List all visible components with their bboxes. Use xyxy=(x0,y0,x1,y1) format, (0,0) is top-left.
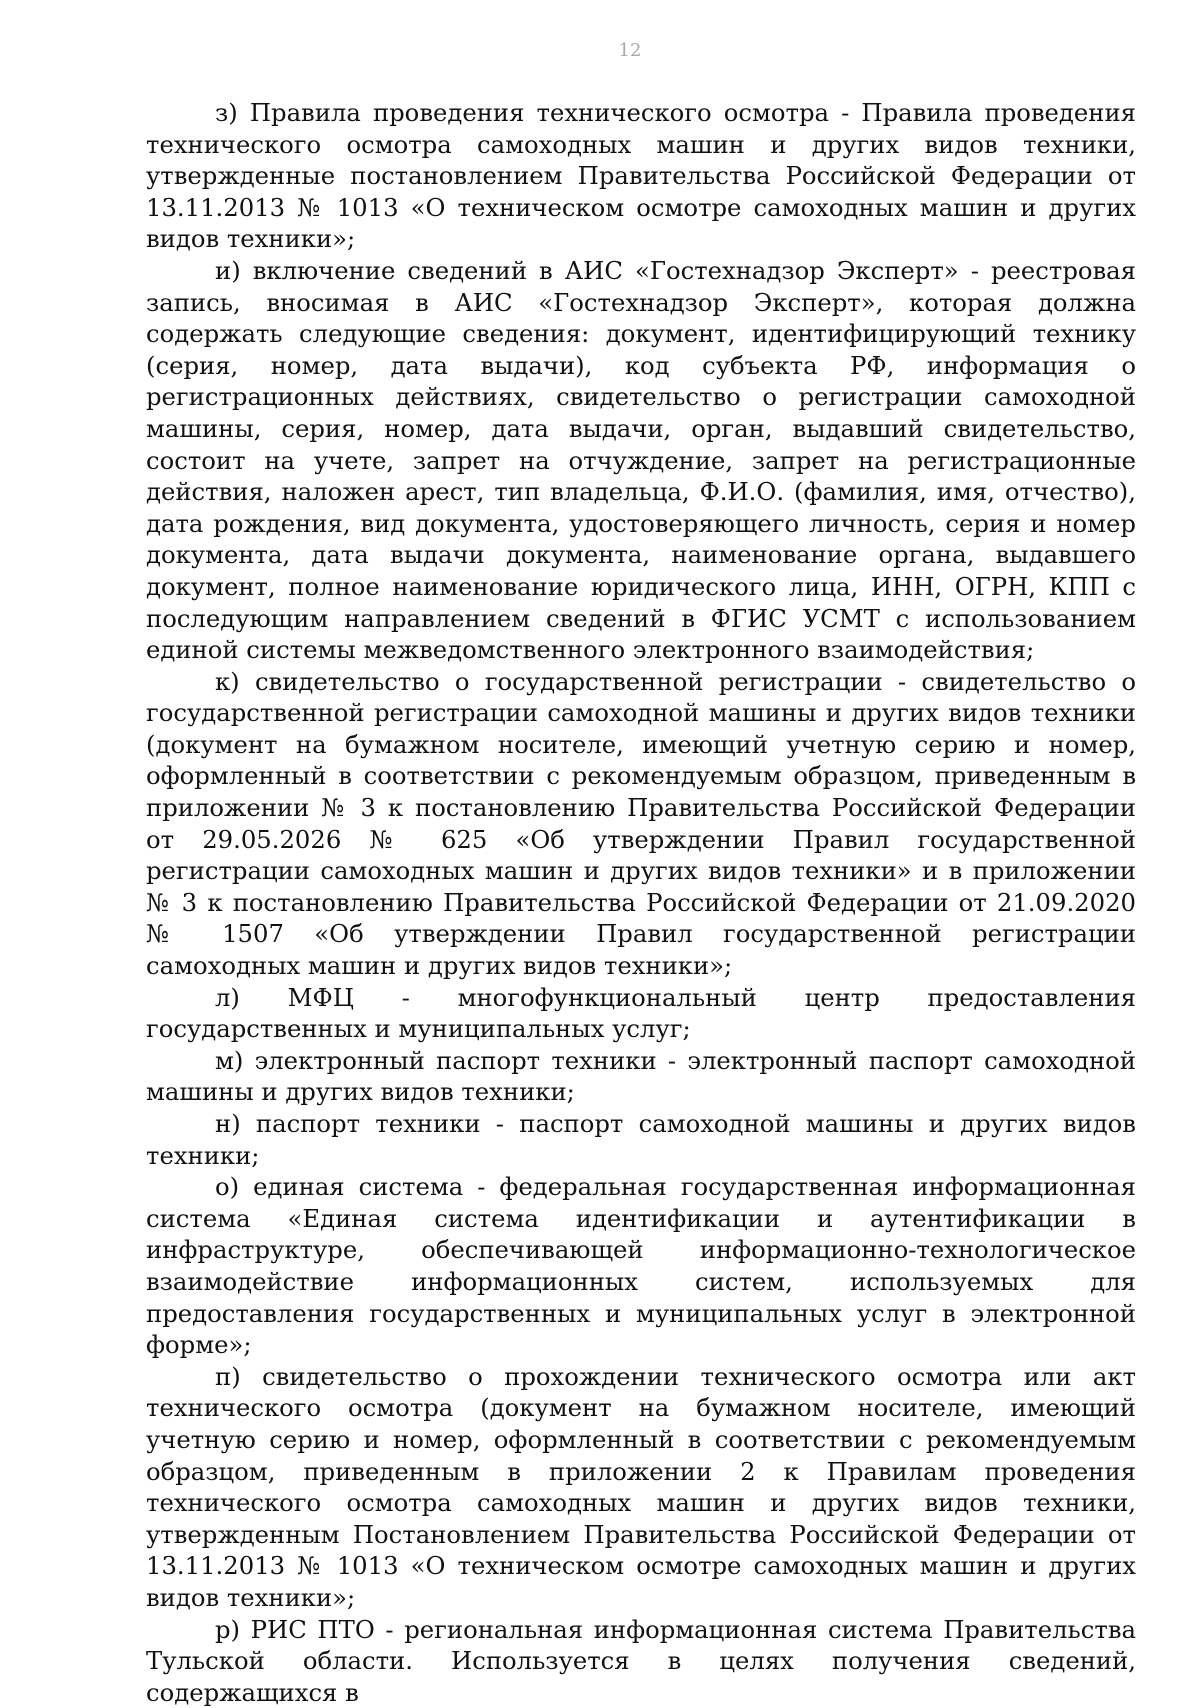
paragraph-l: л) МФЦ - многофункциональный центр предоставления государственных и муниципальных услуг; xyxy=(146,982,1136,1045)
document-body xyxy=(146,97,1136,1708)
paragraph-i: и) включение сведений в АИС «Гостехнадзор Эксперт» - реестровая запись, вносимая в АИС «Гостехнадзор Эксперт», которая должна содержать следующие сведения: документ, идентифицирующий технику (серия, номер, дата выдачи), код субъекта РФ, информация о регистрационных действиях, свидетельство о регистрации самоходной машины, серия, номер, дата выдачи, орган, выдавший свидетельство, состоит на учете, запрет на отчуждение, запрет на регистрационные действия, наложен арест, тип владельца, Ф.И.О. (фамилия, имя, отчество), дата рождения, вид документа, удостоверяющего личность, серия и номер документа, дата выдачи документа, наименование органа, выдавшего документ, полное наименование юридического лица, ИНН, ОГРН, КПП с последующим направлением сведений в ФГИС УСМТ с использованием единой системы межведомственного электронного взаимодействия; xyxy=(146,255,1136,666)
paragraph-r: р) РИС ПТО - региональная информационная система Правительства Тульской области. Используется в целях получения сведений, содержащихся в xyxy=(146,1614,1136,1708)
paragraph-p: п) свидетельство о прохождении технического осмотра или акт технического осмотра (документ на бумажном носителе, имеющий учетную серию и номер, оформленный в соответствии с рекомендуемым образцом, приведенным в приложении 2 к Правилам проведения технического осмотра самоходных машин и других видов техники, утвержденным Постановлением Правительства Российской Федерации от 13.11.2013 № 1013 «О техническом осмотре самоходных машин и других видов техники»; xyxy=(146,1361,1136,1614)
paragraph-m: м) электронный паспорт техники - электронный паспорт самоходной машины и других видов техники; xyxy=(146,1045,1136,1108)
paragraph-n: н) паспорт техники - паспорт самоходной машины и других видов техники; xyxy=(146,1108,1136,1171)
page-number: 12 xyxy=(0,40,1200,61)
paragraph-k: к) свидетельство о государственной регистрации - свидетельство о государственной регистрации самоходной машины и других видов техники (документ на бумажном носителе, имеющий учетную серию и номер, оформленный в соответствии с рекомендуемым образцом, приведенным в приложении № 3 к постановлению Правительства Российской Федерации от 29.05.2026 № 625 «Об утверждении Правил государственной регистрации самоходных машин и других видов техники» и в приложении № 3 к постановлению Правительства Российской Федерации от 21.09.2020 № 1507 «Об утверждении Правил государственной регистрации самоходных машин и других видов техники»; xyxy=(146,666,1136,982)
paragraph-z: з) Правила проведения технического осмотра - Правила проведения технического осмотра самоходных машин и других видов техники, утвержденные постановлением Правительства Российской Федерации от 13.11.2013 № 1013 «О техническом осмотре самоходных машин и других видов техники»; xyxy=(146,97,1136,255)
paragraph-o: о) единая система - федеральная государственная информационная система «Единая система идентификации и аутентификации в инфраструктуре, обеспечивающей информационно-технологическое взаимодействие информационных систем, используемых для предоставления государственных и муниципальных услуг в электронной форме»; xyxy=(146,1171,1136,1361)
